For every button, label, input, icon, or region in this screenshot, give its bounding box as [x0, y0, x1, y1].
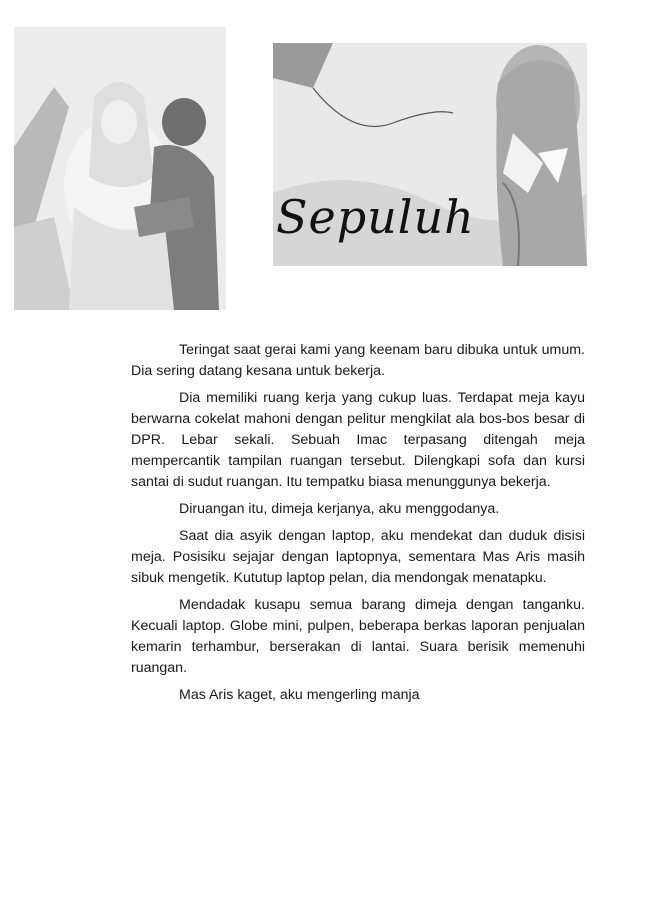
- chapter-body: [131, 340, 585, 712]
- paragraph: Diruangan itu, dimeja kerjanya, aku menggodanya.: [179, 501, 500, 517]
- paragraph: Mas Aris kaget, aku mengerling manja: [179, 687, 420, 703]
- paragraph: Teringat saat gerai kami yang keenam baru dibuka untuk umum. Dia sering datang kesana untuk bekerja.: [131, 342, 585, 379]
- paragraph: Dia memiliki ruang kerja yang cukup luas. Terdapat meja kayu berwarna cokelat mahoni dengan pelitur mengkilat ala bos-bos besar di DPR. Lebar sekali. Sebuah Imac terpasang ditengah meja mempercantik tampilan ruangan tersebut. Dilengkapi sofa dan kursi santai di sudut ruangan. Itu tempatku biasa menunggunya bekerja.: [131, 390, 585, 490]
- couple-embrace-illustration: [14, 27, 226, 310]
- paragraph: Saat dia asyik dengan laptop, aku mendekat dan duduk disisi meja. Posisiku sejajar dengan laptopnya, sementara Mas Aris masih sibuk mengetik. Kututup laptop pelan, dia mendongak menatapku.: [131, 528, 585, 586]
- chapter-title: Sepuluh: [276, 190, 475, 244]
- paragraph: Mendadak kusapu semua barang dimeja dengan tanganku. Kecuali laptop. Globe mini, pulpen, beberapa berkas laporan penjualan kemarin terhambur, berserakan di lantai. Suara berisik memenuhi ruangan.: [131, 597, 585, 676]
